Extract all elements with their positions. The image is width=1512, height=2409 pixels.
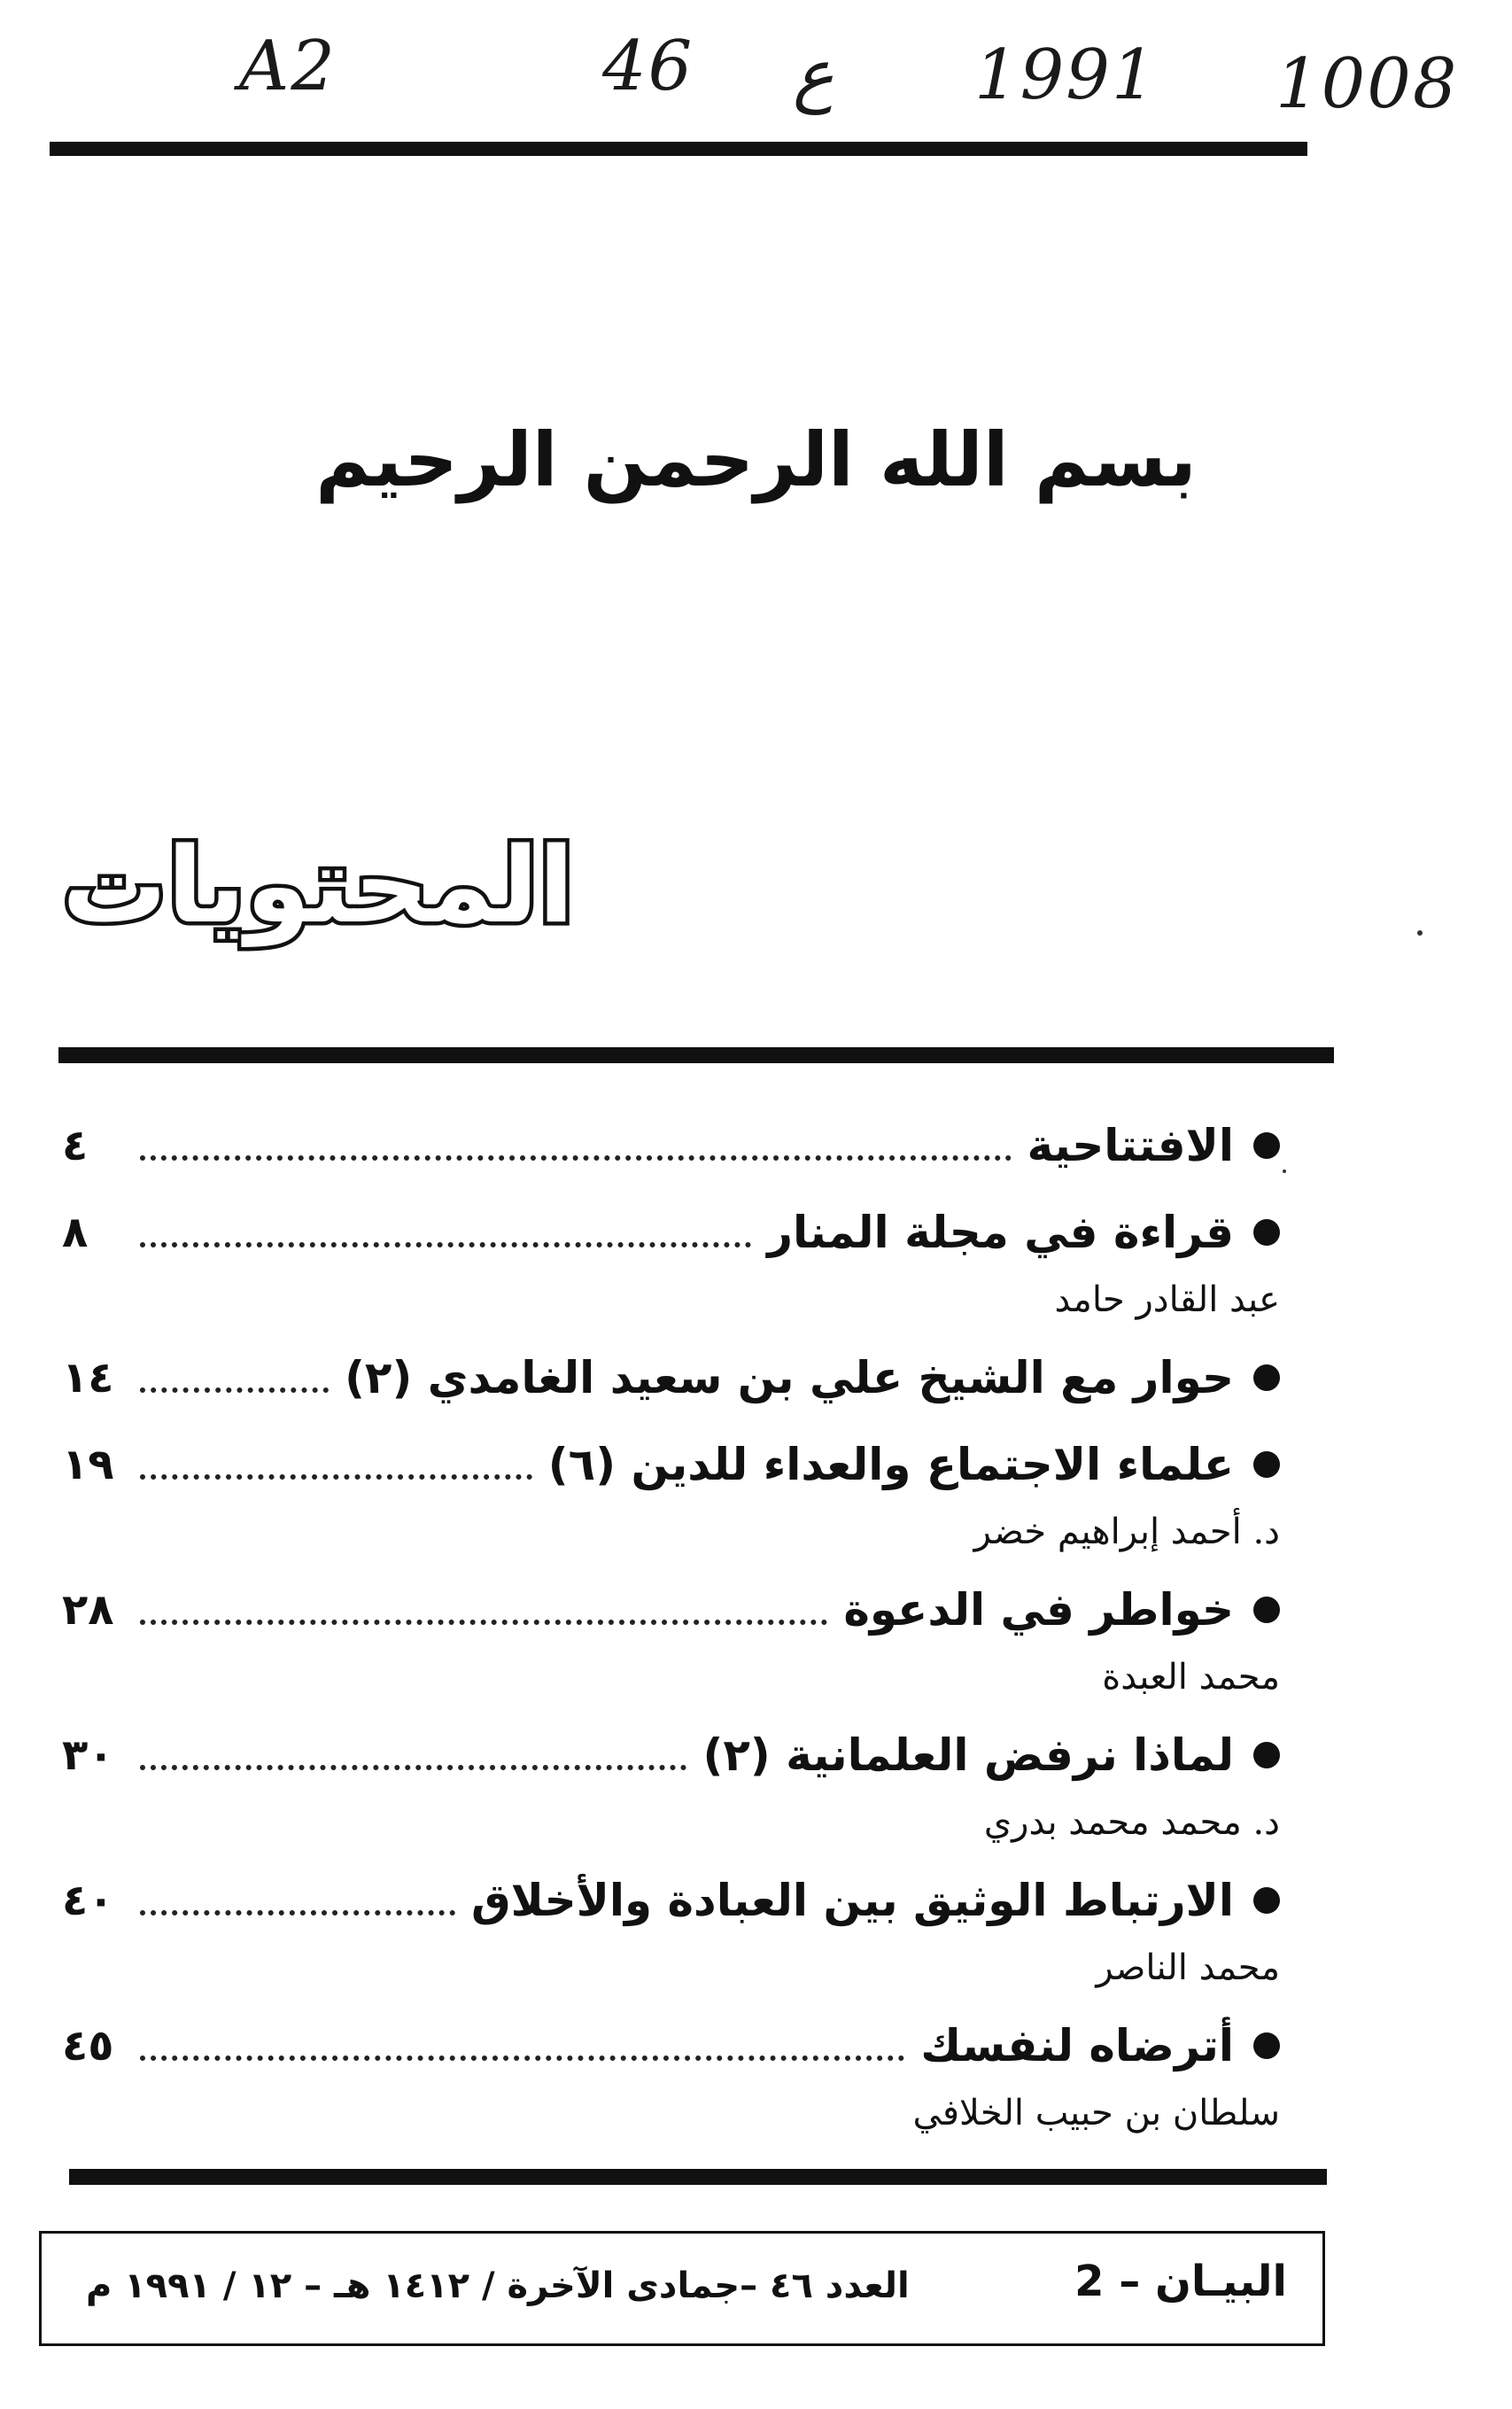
scan-speck [1417,930,1423,936]
leader-dots [140,1620,827,1625]
toc-entry-title: أترضاه لنفسك [920,2020,1234,2071]
leader-dots [140,1474,532,1480]
toc-entry-author: عبد القادر حامد [1054,1279,1280,1320]
top-rule [50,142,1307,156]
toc-entry-title: الارتباط الوثيق بين العبادة والأخلاق [470,1875,1234,1926]
toc-entry-page: ٣٠ [62,1730,114,1780]
toc-entry-page: ٤ [62,1121,89,1170]
contents-heading: المحتويات [62,824,575,946]
toc-entry-title: حوار مع الشيخ علي بن سعيد الغامدي (٢) [345,1352,1234,1403]
leader-dots [140,2055,904,2061]
toc-entry [62,1717,1280,1852]
bullet-icon [1253,1219,1280,1246]
toc-entry [62,1426,1280,1561]
bullet-icon [1253,1597,1280,1623]
handwritten-year: 1991 [974,35,1158,115]
toc-entry [62,1572,1280,1706]
handwritten-letter: ع [793,35,834,115]
bullet-icon [1253,1364,1280,1391]
toc-entry-title: لماذا نرفض العلمانية (٢) [702,1729,1234,1781]
toc-entry [62,1340,1280,1416]
footer-issue-date: العدد ٤٦ –جمادى الآخرة / ١٤١٢ هـ – ١٢ / ١٩٩١ م [86,2265,910,2306]
toc-entry-title: قراءة في مجلة المنار [767,1207,1234,1258]
bullet-icon [1253,1132,1280,1159]
table-of-contents [62,1107,1280,2153]
bottom-rule [69,2169,1327,2185]
leader-dots [140,1155,1012,1161]
toc-entry-page: ١٤ [62,1353,114,1403]
bullet-icon [1253,2032,1280,2059]
footer-box [39,2231,1325,2346]
toc-entry-title: علماء الاجتماع والعداء للدين (٦) [547,1439,1234,1490]
toc-entry-author: سلطان بن حبيب الخلافي [912,2093,1280,2133]
bullet-icon [1253,1887,1280,1914]
toc-entry-author: محمد الناصر [1096,1947,1280,1988]
handwritten-issue-number: 46 [602,27,694,106]
toc-entry-title: خواطر في الدعوة [843,1584,1234,1636]
leader-dots [140,1242,751,1247]
bullet-icon [1253,1742,1280,1768]
leader-dots [140,1387,329,1393]
leader-dots [140,1910,455,1916]
basmala-heading: بسم الله الرحمن الرحيم [315,416,1197,503]
contents-rule [58,1047,1334,1063]
toc-entry-page: ٤٠ [62,1876,114,1925]
toc-entry [62,1862,1280,1997]
handwritten-code: A2 [239,27,337,106]
toc-entry [62,2008,1280,2142]
toc-entry-page: ٢٨ [62,1585,114,1635]
footer-magazine-page: البيـان – 2 [1074,2257,1287,2306]
toc-entry-author: د. أحمد إبراهيم خضر [973,1511,1280,1552]
bullet-icon [1253,1451,1280,1478]
toc-entry-page: ١٩ [62,1440,114,1489]
toc-entry-author: محمد العبدة [1102,1657,1280,1698]
scan-speck [1283,1170,1286,1173]
toc-entry-author: د. محمد محمد بدري [983,1802,1280,1843]
toc-entry [62,1194,1280,1329]
toc-entry-page: ٤٥ [62,2021,114,2071]
toc-entry-page: ٨ [62,1208,89,1257]
toc-entry [62,1107,1280,1184]
toc-entry-title: الافتتاحية [1027,1120,1234,1171]
leader-dots [140,1765,686,1770]
handwritten-id: 1008 [1276,44,1459,124]
